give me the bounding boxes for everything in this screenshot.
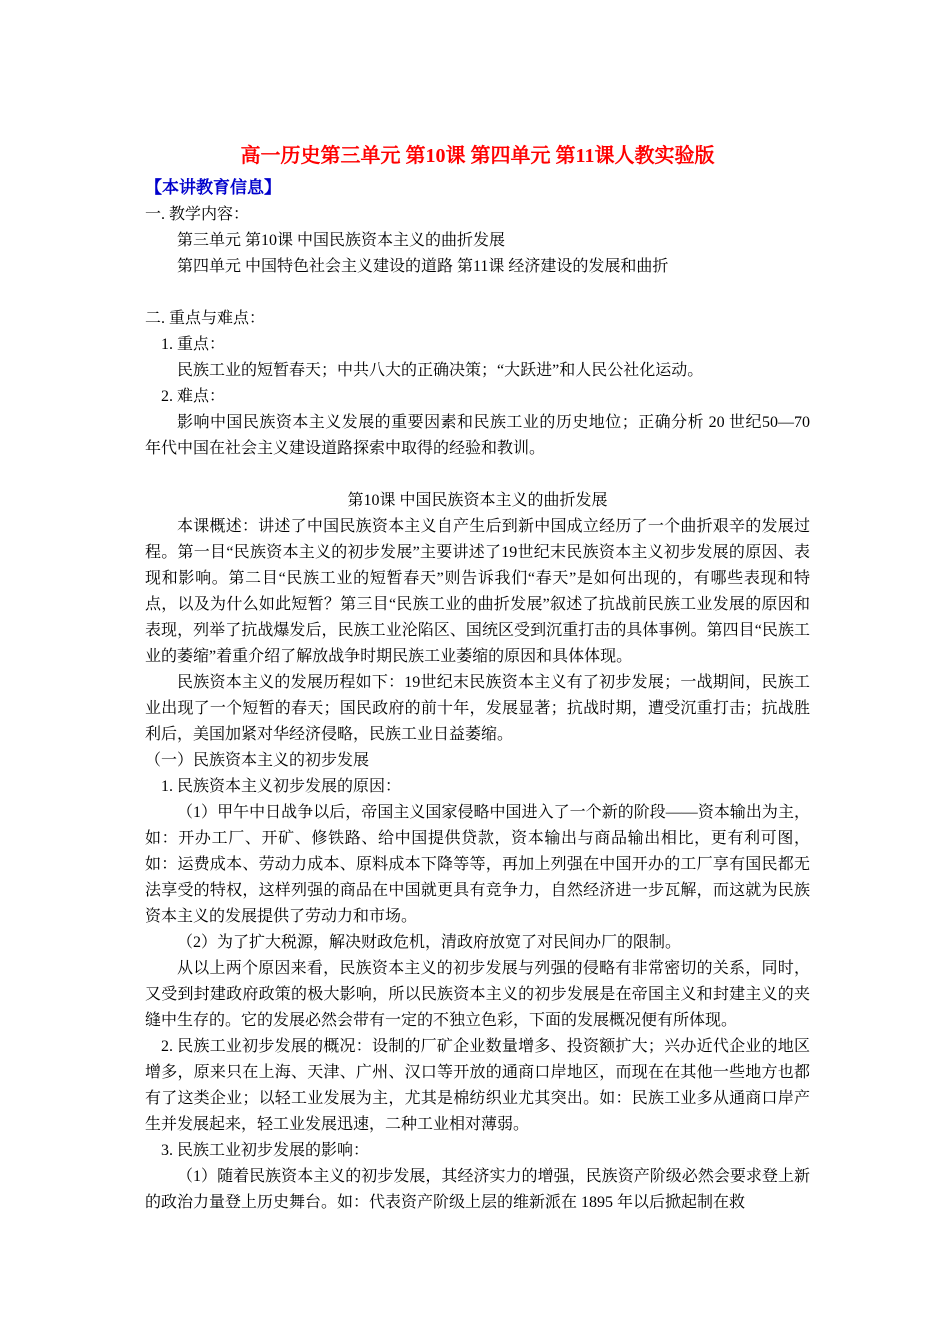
development-course: 民族资本主义的发展历程如下：19世纪末民族资本主义有了初步发展；一战期间，民族工业出现了一个短暂的春天；国民政府的前十年，发展显著；抗战时期，遭受沉重打击；抗战胜利后，美国加紧对华经济侵略，民族工业日益萎缩。 (145, 674, 810, 743)
info-section-header: 【本讲教育信息】 (145, 178, 281, 197)
development-situation: 2. 民族工业初步发展的概况：设制的厂矿企业数量增多、投资额扩大；兴办近代企业的地区增多，原来只在上海、天津、广州、汉口等开放的通商口岸地区，而现在在其他一些地方也都有了这类企业；以轻工业发展为主，尤其是棉纺织业尤其突出。如：民族工业多从通商口岸产生并发展起来，轻工业发展迅速，二种工业相对薄弱。 (145, 1038, 810, 1133)
key-difficult-heading: 二. 重点与难点： (145, 310, 266, 327)
part-one-heading: （一）民族资本主义的初步发展 (145, 752, 370, 769)
reasons-summary: 从以上两个原因来看，民族资本主义的初步发展与列强的侵略有非常密切的关系，同时，又受到封建政府政策的极大影响，所以民族资本主义的初步发展是在帝国主义和封建主义的夹缝中生存的。它的发展必然会带有一定的不独立色彩，下面的发展概况便有所体现。 (145, 960, 810, 1029)
influence-heading: 3. 民族工业初步发展的影响： (161, 1142, 370, 1159)
lesson-heading: 第10课 中国民族资本主义的曲折发展 (347, 492, 608, 509)
key-point-label: 1. 重点： (161, 336, 226, 353)
key-point-text: 民族工业的短暂春天；中共八大的正确决策；“大跃进”和人民公社化运动。 (177, 362, 704, 379)
influence-1: （1）随着民族资本主义的初步发展，其经济实力的增强，民族资产阶级必然会要求登上新的政治力量登上历史舞台。如：代表资产阶级上层的维新派在 1895 年以后掀起制在救 (145, 1168, 810, 1211)
blank-line (145, 280, 810, 306)
lesson-overview: 本课概述：讲述了中国民族资本主义自产生后到新中国成立经历了一个曲折艰辛的发展过程。第一目“民族资本主义的初步发展”主要讲述了19世纪末民族资本主义初步发展的原因、表现和影响。第二目“民族工业的短暂春天”则告诉我们“春天”是如何出现的，有哪些表现和特点，以及为什么如此短暂？第三目“民族工业的曲折发展”叙述了抗战前民族工业发展的原因和表现，列举了抗战爆发后，民族工业沦陷区、国统区受到沉重打击的具体事例。第四目“民族工业的萎缩”着重介绍了解放战争时期民族工业萎缩的原因和具体体现。 (145, 518, 810, 665)
difficult-point-text: 影响中国民族资本主义发展的重要因素和民族工业的历史地位；正确分析 20 世纪50—70 年代中国在社会主义建设道路探索中取得的经验和教训。 (145, 414, 810, 457)
reason-1: （1）甲午中日战争以后，帝国主义国家侵略中国进入了一个新的阶段——资本输出为主，如：开办工厂、开矿、修铁路、给中国提供贷款，资本输出与商品输出相比，更有利可图，如：运费成本、劳动力成本、原料成本下降等等，再加上列强在中国开办的工厂享有国民都无法享受的特权，这样列强的商品在中国就更具有竞争力，自然经济进一步瓦解，而这就为民族资本主义的发展提供了劳动力和市场。 (145, 804, 810, 925)
teaching-content-heading: 一. 教学内容： (145, 206, 250, 223)
reason-2: （2）为了扩大税源，解决财政危机，清政府放宽了对民间办厂的限制。 (177, 934, 682, 951)
blank-line (145, 462, 810, 488)
difficult-point-label: 2. 难点： (161, 388, 226, 405)
reasons-heading: 1. 民族资本主义初步发展的原因： (161, 778, 402, 795)
doc-title: 高一历史第三单元 第10课 第四单元 第11课人教实验版 (240, 145, 715, 167)
teaching-content-item: 第四单元 中国特色社会主义建设的道路 第11课 经济建设的发展和曲折 (177, 258, 669, 275)
teaching-content-item: 第三单元 第10课 中国民族资本主义的曲折发展 (177, 232, 506, 249)
